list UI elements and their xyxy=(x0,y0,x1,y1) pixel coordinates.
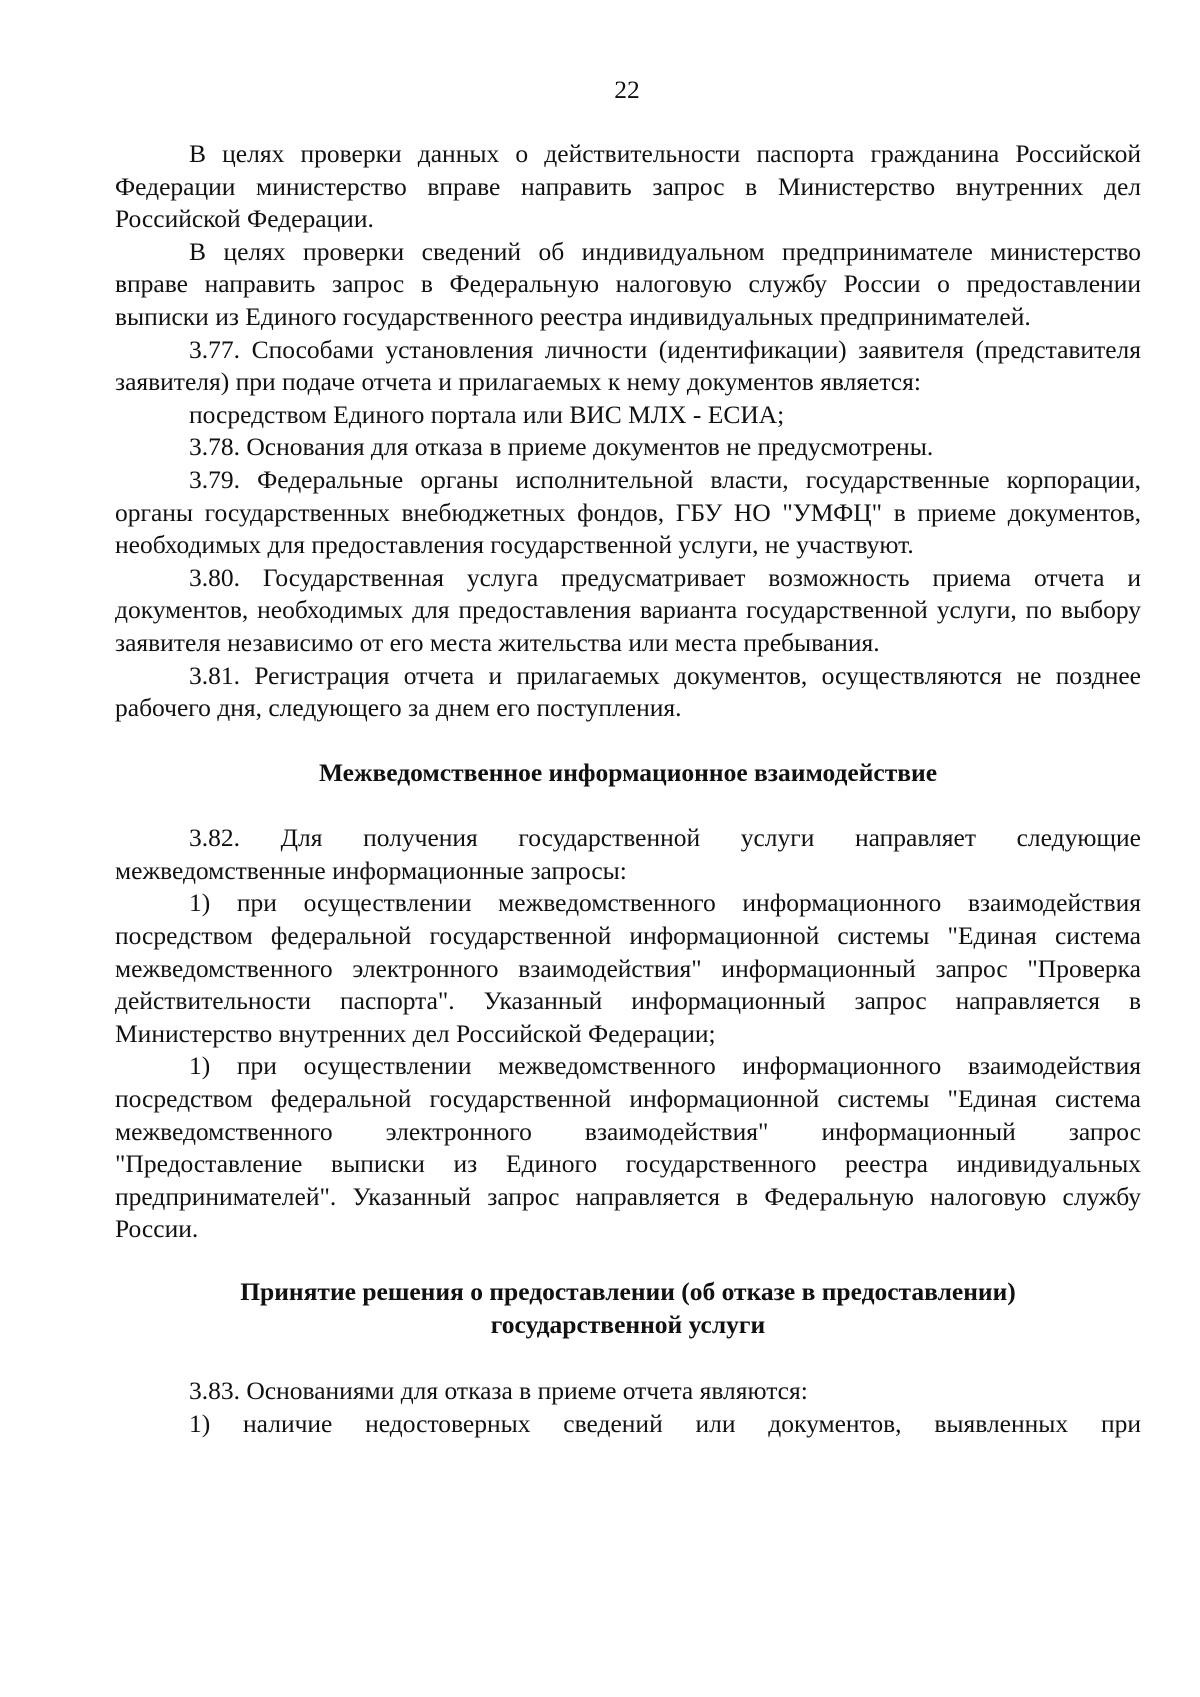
paragraph-request-passport: 1) при осуществлении межведомственного информационного взаимодействия посредством федеральной государственной информационной системы "Единая система межведомственного электронного взаимодействия" информационный запрос "Проверка действительности паспорта". Указанный информационный запрос направляется в Министерство внутренних дел Российской Федерации; xyxy=(115,888,1141,1048)
paragraph-3-77: 3.77. Способами установления личности (идентификации) заявителя (представителя заявителя) при подаче отчета и прилагаемых к нему документов является: xyxy=(115,334,1141,397)
paragraph-passport-check: В целях проверки данных о действительности паспорта гражданина Российской Федерации министерство вправе направить запрос в Министерство внутренних дел Российской Федерации. xyxy=(115,139,1141,234)
section-heading-decision: Принятие решения о предоставлении (об отказе в предоставлении) государственной услуги xyxy=(240,1277,1016,1339)
paragraph-request-egrip: 1) при осуществлении межведомственного информационного взаимодействия посредством федеральной государственной информационной системы "Единая система межведомственного электронного взаимодействия" информационный запрос "Предоставление выписки из Единого государственного реестра индивидуальных предпринимателей". Указанный запрос направляется в Федеральную налоговую службу России. xyxy=(115,1051,1141,1244)
paragraph-3-83-item-1: 1) наличие недостоверных сведений или документов, выявленных при xyxy=(189,1408,1141,1438)
paragraph-3-83: 3.83. Основаниями для отказа в приеме отчета являются: xyxy=(189,1376,808,1406)
paragraph-3-82: 3.82. Для получения государственной услуги направляет следующие межведомственные информационные запросы: xyxy=(115,823,1141,885)
paragraph-esia: посредством Единого портала или ВИС МЛХ - ЕСИА; xyxy=(189,399,785,429)
paragraph-3-78: 3.78. Основания для отказа в приеме документов не предусмотрены. xyxy=(189,432,934,462)
document-body xyxy=(115,138,1141,1440)
paragraph-entrepreneur-check: В целях проверки сведений об индивидуальном предпринимателе министерство вправе направить запрос в Федеральную налоговую службу России о предоставлении выписки из Единого государственного реестра индивидуальных предпринимателей. xyxy=(115,236,1141,331)
page-number: 22 xyxy=(614,75,640,104)
section-heading-interagency: Межведомственное информационное взаимодействие xyxy=(318,757,938,787)
paragraph-3-81: 3.81. Регистрация отчета и прилагаемых документов, осуществляются не позднее рабочего дня, следующего за днем его поступления. xyxy=(115,660,1141,723)
paragraph-3-80: 3.80. Государственная услуга предусматривает возможность приема отчета и документов, необходимых для предоставления варианта государственной услуги, по выбору заявителя независимо от его места жительства или места пребывания. xyxy=(115,562,1141,657)
paragraph-3-79: 3.79. Федеральные органы исполнительной власти, государственные корпорации, органы государственных внебюджетных фондов, ГБУ НО "УМФЦ" в приеме документов, необходимых для предоставления государственной услуги, не участвуют. xyxy=(115,464,1141,560)
